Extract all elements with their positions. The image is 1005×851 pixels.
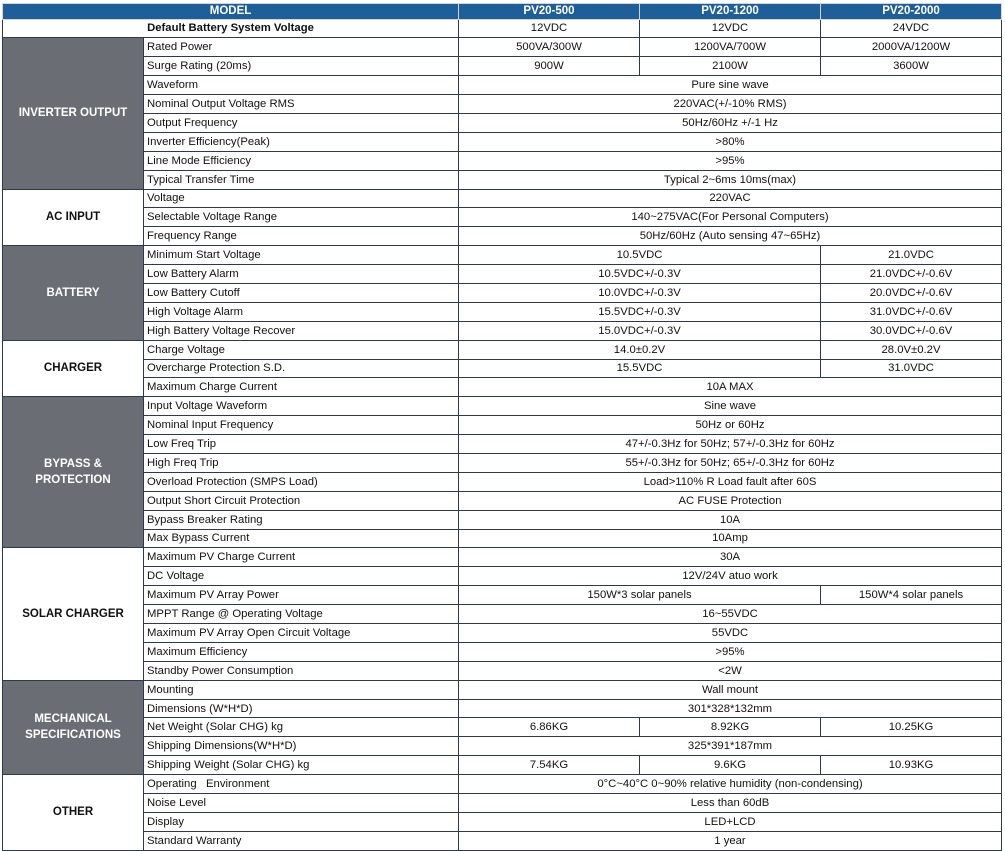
parameter-label: MPPT Range @ Operating Voltage xyxy=(144,605,459,624)
spec-value: 10A xyxy=(459,510,1002,529)
table-row xyxy=(3,775,1002,794)
section-title: OTHER xyxy=(3,775,144,851)
parameter-label: Max Bypass Current xyxy=(144,529,459,548)
spec-value: 3600W xyxy=(821,57,1002,76)
spec-value: Less than 60dB xyxy=(459,794,1002,813)
section-title: SOLAR CHARGER xyxy=(3,548,144,680)
spec-value: 15.5VDC xyxy=(459,359,821,378)
spec-value: 500VA/300W xyxy=(459,38,640,57)
table-row xyxy=(3,680,1002,699)
parameter-label: Bypass Breaker Rating xyxy=(144,510,459,529)
parameter-label: Charge Voltage xyxy=(144,340,459,359)
spec-value: 10.93KG xyxy=(821,756,1002,775)
table-row xyxy=(3,246,1002,265)
spec-value: LED+LCD xyxy=(459,812,1002,831)
spec-value: 10A MAX xyxy=(459,378,1002,397)
spec-table xyxy=(2,3,1002,851)
table-row xyxy=(3,642,1002,661)
spec-value: 15.5VDC+/-0.3V xyxy=(459,302,821,321)
table-row xyxy=(3,831,1002,850)
spec-value: 55VDC xyxy=(459,624,1002,643)
table-row xyxy=(3,491,1002,510)
spec-value: Sine wave xyxy=(459,397,1002,416)
spec-value: Load>110% R Load fault after 60S xyxy=(459,472,1002,491)
table-row xyxy=(3,605,1002,624)
table-row xyxy=(3,453,1002,472)
spec-value: 301*328*132mm xyxy=(459,699,1002,718)
section-title: AC INPUT xyxy=(3,189,144,246)
spec-value: 15.0VDC+/-0.3V xyxy=(459,321,821,340)
spec-value: 150W*4 solar panels xyxy=(821,586,1002,605)
spec-value: 55+/-0.3Hz for 50Hz; 65+/-0.3Hz for 60Hz xyxy=(459,453,1002,472)
default-battery-label: Default Battery System Voltage xyxy=(3,19,459,38)
parameter-label: Line Mode Efficiency xyxy=(144,151,459,170)
parameter-label: DC Voltage xyxy=(144,567,459,586)
parameter-label: Overload Protection (SMPS Load) xyxy=(144,472,459,491)
table-row xyxy=(3,38,1002,57)
parameter-label: Low Freq Trip xyxy=(144,435,459,454)
spec-value: 30.0VDC+/-0.6V xyxy=(821,321,1002,340)
spec-value: 50Hz/60Hz +/-1 Hz xyxy=(459,113,1002,132)
spec-value: 9.6KG xyxy=(640,756,821,775)
section-title: MECHANICAL SPECIFICATIONS xyxy=(3,680,144,774)
parameter-label: Standard Warranty xyxy=(144,831,459,850)
spec-value: 14.0±0.2V xyxy=(459,340,821,359)
spec-value: 2100W xyxy=(640,57,821,76)
table-row xyxy=(3,189,1002,208)
model-name-pv20-500: PV20-500 xyxy=(459,4,640,20)
parameter-label: Net Weight (Solar CHG) kg xyxy=(144,718,459,737)
table-row xyxy=(3,76,1002,95)
spec-value: 31.0VDC+/-0.6V xyxy=(821,302,1002,321)
table-row xyxy=(3,113,1002,132)
table-row xyxy=(3,378,1002,397)
spec-value: 150W*3 solar panels xyxy=(459,586,821,605)
table-row xyxy=(3,227,1002,246)
table-row xyxy=(3,718,1002,737)
default-battery-row xyxy=(3,19,1002,38)
parameter-label: Rated Power xyxy=(144,38,459,57)
spec-value: 21.0VDC+/-0.6V xyxy=(821,265,1002,284)
spec-value: 30A xyxy=(459,548,1002,567)
table-row xyxy=(3,567,1002,586)
spec-value: 10.5VDC+/-0.3V xyxy=(459,265,821,284)
parameter-label: Nominal Input Frequency xyxy=(144,416,459,435)
table-row xyxy=(3,265,1002,284)
spec-value: 20.0VDC+/-0.6V xyxy=(821,283,1002,302)
model-name-pv20-1200: PV20-1200 xyxy=(640,4,821,20)
spec-value: 50Hz/60Hz (Auto sensing 47~65Hz) xyxy=(459,227,1002,246)
spec-value: >80% xyxy=(459,132,1002,151)
parameter-label: Selectable Voltage Range xyxy=(144,208,459,227)
table-row xyxy=(3,699,1002,718)
parameter-label: High Battery Voltage Recover xyxy=(144,321,459,340)
model-header: MODEL xyxy=(3,4,459,20)
table-row xyxy=(3,321,1002,340)
spec-value: AC FUSE Protection xyxy=(459,491,1002,510)
section-title: BYPASS & PROTECTION xyxy=(3,397,144,548)
parameter-label: Minimum Start Voltage xyxy=(144,246,459,265)
spec-value: 2000VA/1200W xyxy=(821,38,1002,57)
table-row xyxy=(3,151,1002,170)
parameter-label: Standby Power Consumption xyxy=(144,661,459,680)
spec-value: 6.86KG xyxy=(459,718,640,737)
section-title: INVERTER OUTPUT xyxy=(3,38,144,189)
table-row xyxy=(3,170,1002,189)
parameter-label: Nominal Output Voltage RMS xyxy=(144,95,459,114)
default-battery-value-pv20-2000: 24VDC xyxy=(821,19,1002,38)
parameter-label: Maximum PV Array Power xyxy=(144,586,459,605)
parameter-label: Shipping Dimensions(W*H*D) xyxy=(144,737,459,756)
parameter-label: Maximum Charge Current xyxy=(144,378,459,397)
spec-value: 900W xyxy=(459,57,640,76)
table-row xyxy=(3,756,1002,775)
parameter-label: Overcharge Protection S.D. xyxy=(144,359,459,378)
spec-value: 10.5VDC xyxy=(459,246,821,265)
spec-value: 31.0VDC xyxy=(821,359,1002,378)
table-row xyxy=(3,529,1002,548)
parameter-label: Noise Level xyxy=(144,794,459,813)
table-row xyxy=(3,624,1002,643)
spec-value: 1 year xyxy=(459,831,1002,850)
spec-value: 50Hz or 60Hz xyxy=(459,416,1002,435)
table-row xyxy=(3,302,1002,321)
section-title: BATTERY xyxy=(3,246,144,340)
parameter-label: Output Short Circuit Protection xyxy=(144,491,459,510)
parameter-label: Maximum PV Array Open Circuit Voltage xyxy=(144,624,459,643)
table-row xyxy=(3,95,1002,114)
spec-value: 1200VA/700W xyxy=(640,38,821,57)
spec-value: 10Amp xyxy=(459,529,1002,548)
spec-value: 220VAC(+/-10% RMS) xyxy=(459,95,1002,114)
spec-value: Typical 2~6ms 10ms(max) xyxy=(459,170,1002,189)
parameter-label: Maximum PV Charge Current xyxy=(144,548,459,567)
parameter-label: Display xyxy=(144,812,459,831)
parameter-label: High Voltage Alarm xyxy=(144,302,459,321)
table-row xyxy=(3,208,1002,227)
spec-value: 16~55VDC xyxy=(459,605,1002,624)
table-row xyxy=(3,812,1002,831)
table-row xyxy=(3,283,1002,302)
parameter-label: Low Battery Cutoff xyxy=(144,283,459,302)
table-row xyxy=(3,510,1002,529)
spec-value: 8.92KG xyxy=(640,718,821,737)
parameter-label: Operating Environment xyxy=(144,775,459,794)
parameter-label: Frequency Range xyxy=(144,227,459,246)
spec-value: 28.0V±0.2V xyxy=(821,340,1002,359)
spec-value: 21.0VDC xyxy=(821,246,1002,265)
table-row xyxy=(3,340,1002,359)
parameter-label: Waveform xyxy=(144,76,459,95)
parameter-label: Surge Rating (20ms) xyxy=(144,57,459,76)
table-row xyxy=(3,132,1002,151)
spec-value: 140~275VAC(For Personal Computers) xyxy=(459,208,1002,227)
table-row xyxy=(3,435,1002,454)
spec-value: >95% xyxy=(459,151,1002,170)
header-row xyxy=(3,4,1002,20)
spec-value: 12V/24V atuo work xyxy=(459,567,1002,586)
table-row xyxy=(3,586,1002,605)
table-row xyxy=(3,359,1002,378)
table-row xyxy=(3,548,1002,567)
spec-value: <2W xyxy=(459,661,1002,680)
table-row xyxy=(3,794,1002,813)
parameter-label: Inverter Efficiency(Peak) xyxy=(144,132,459,151)
parameter-label: Shipping Weight (Solar CHG) kg xyxy=(144,756,459,775)
parameter-label: High Freq Trip xyxy=(144,453,459,472)
table-row xyxy=(3,416,1002,435)
table-row xyxy=(3,737,1002,756)
table-body xyxy=(3,19,1002,850)
spec-value: 10.0VDC+/-0.3V xyxy=(459,283,821,302)
parameter-label: Maximum Efficiency xyxy=(144,642,459,661)
table-row xyxy=(3,57,1002,76)
model-name-pv20-2000: PV20-2000 xyxy=(821,4,1002,20)
parameter-label: Voltage xyxy=(144,189,459,208)
parameter-label: Output Frequency xyxy=(144,113,459,132)
spec-value: >95% xyxy=(459,642,1002,661)
parameter-label: Typical Transfer Time xyxy=(144,170,459,189)
spec-value: 47+/-0.3Hz for 50Hz; 57+/-0.3Hz for 60Hz xyxy=(459,435,1002,454)
default-battery-value-pv20-1200: 12VDC xyxy=(640,19,821,38)
spec-value: 7.54KG xyxy=(459,756,640,775)
table-row xyxy=(3,472,1002,491)
parameter-label: Low Battery Alarm xyxy=(144,265,459,284)
spec-value: Wall mount xyxy=(459,680,1002,699)
spec-value: Pure sine wave xyxy=(459,76,1002,95)
section-title: CHARGER xyxy=(3,340,144,397)
parameter-label: Input Voltage Waveform xyxy=(144,397,459,416)
default-battery-value-pv20-500: 12VDC xyxy=(459,19,640,38)
spec-value: 220VAC xyxy=(459,189,1002,208)
spec-value: 10.25KG xyxy=(821,718,1002,737)
table-row xyxy=(3,397,1002,416)
parameter-label: Mounting xyxy=(144,680,459,699)
spec-value: 325*391*187mm xyxy=(459,737,1002,756)
table-row xyxy=(3,661,1002,680)
parameter-label: Dimensions (W*H*D) xyxy=(144,699,459,718)
table-header xyxy=(3,4,1002,20)
spec-value: 0°C~40°C 0~90% relative humidity (non-condensing) xyxy=(459,775,1002,794)
